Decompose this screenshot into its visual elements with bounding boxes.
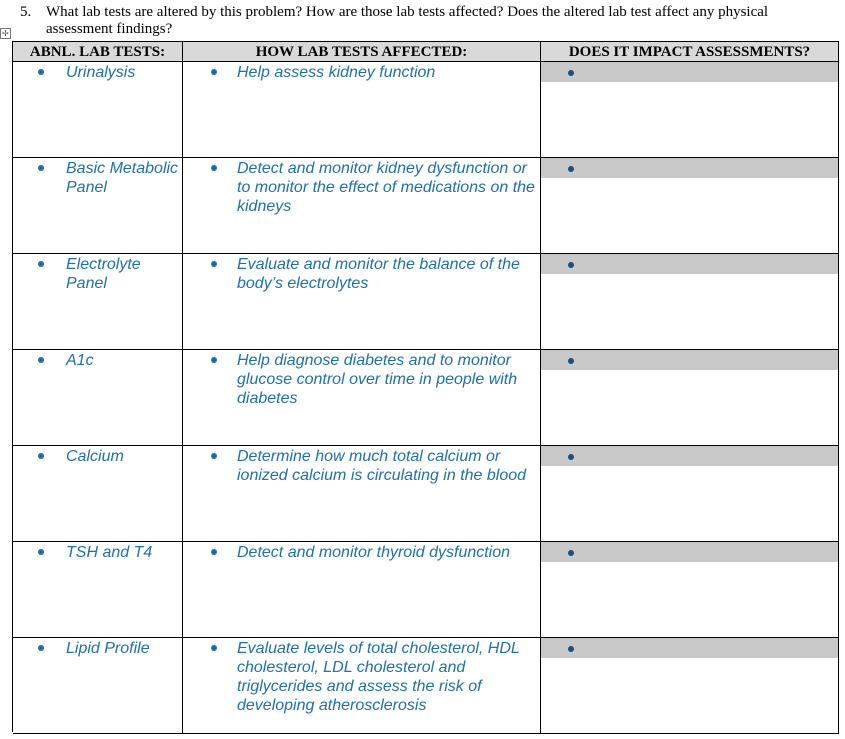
- bullet-icon: [38, 261, 44, 267]
- impact-cell[interactable]: [541, 542, 839, 638]
- bullet-icon: [568, 358, 574, 364]
- header-how-affected: HOW LAB TESTS AFFECTED:: [183, 42, 541, 62]
- table-row: [13, 158, 839, 254]
- question-number: 5.: [20, 4, 32, 20]
- bullet-icon: [568, 550, 574, 556]
- form-field-shading[interactable]: [541, 542, 838, 562]
- header-abnl-lab-tests: ABNL. LAB TESTS:: [13, 42, 183, 62]
- test-name: Basic Metabolic Panel: [66, 160, 179, 196]
- effect-text: Detect and monitor kidney dysfunction or to monitor the effect of medications on the kidneys: [237, 160, 535, 215]
- test-name: Lipid Profile: [66, 640, 150, 657]
- effect-cell[interactable]: [183, 350, 541, 446]
- bullet-icon: [568, 262, 574, 268]
- effect-text: Detect and monitor thyroid dysfunction: [237, 544, 511, 561]
- test-cell[interactable]: [13, 638, 183, 734]
- header-impact-assessments: DOES IT IMPACT ASSESSMENTS?: [541, 42, 839, 62]
- form-field-shading[interactable]: [541, 158, 838, 178]
- effect-cell[interactable]: [183, 62, 541, 158]
- bullet-icon: [38, 69, 44, 75]
- form-field-shading[interactable]: [541, 446, 838, 466]
- bullet-icon: [211, 645, 217, 651]
- impact-cell[interactable]: [541, 62, 839, 158]
- test-name: Calcium: [66, 448, 124, 465]
- effect-cell[interactable]: [183, 446, 541, 542]
- effect-cell[interactable]: [183, 158, 541, 254]
- bullet-icon: [211, 453, 217, 459]
- bullet-icon: [568, 166, 574, 172]
- impact-cell[interactable]: [541, 350, 839, 446]
- table-row: [13, 542, 839, 638]
- test-name: A1c: [66, 352, 94, 369]
- table-header-row: [13, 42, 839, 62]
- table-row: [13, 446, 839, 542]
- form-field-shading[interactable]: [541, 62, 838, 82]
- form-field-shading[interactable]: [541, 638, 838, 658]
- bullet-icon: [38, 645, 44, 651]
- effect-text: Help diagnose diabetes and to monitor glucose control over time in people with diabetes: [237, 352, 518, 407]
- form-field-shading[interactable]: [541, 350, 838, 370]
- impact-cell[interactable]: [541, 638, 839, 734]
- test-cell[interactable]: [13, 158, 183, 254]
- bullet-icon: [211, 165, 217, 171]
- bullet-icon: [211, 261, 217, 267]
- bullet-icon: [38, 549, 44, 555]
- test-cell[interactable]: [13, 542, 183, 638]
- impact-cell[interactable]: [541, 158, 839, 254]
- test-cell[interactable]: [13, 254, 183, 350]
- test-name: TSH and T4: [66, 544, 153, 561]
- effect-text: Help assess kidney function: [237, 64, 436, 81]
- bullet-icon: [211, 357, 217, 363]
- effect-text: Evaluate and monitor the balance of the body’s electrolytes: [237, 256, 520, 292]
- question-text: What lab tests are altered by this problem? How are those lab tests affected? Does the altered lab test affect any physical assessment findings?: [46, 4, 769, 37]
- bullet-icon: [38, 357, 44, 363]
- effect-text: Evaluate levels of total cholesterol, HDL cholesterol, LDL cholesterol and triglycerides and assess the risk of developing atherosclerosis: [237, 640, 520, 714]
- table-row: [13, 638, 839, 734]
- effect-cell[interactable]: [183, 638, 541, 734]
- table-row: [13, 62, 839, 158]
- impact-cell[interactable]: [541, 446, 839, 542]
- impact-cell[interactable]: [541, 254, 839, 350]
- bullet-icon: [568, 70, 574, 76]
- effect-text: Determine how much total calcium or ionized calcium is circulating in the blood: [237, 448, 527, 484]
- test-cell[interactable]: [13, 62, 183, 158]
- table-row: [13, 350, 839, 446]
- bullet-icon: [211, 69, 217, 75]
- table-move-handle-icon[interactable]: ✢: [0, 28, 11, 39]
- effect-cell[interactable]: [183, 254, 541, 350]
- form-field-shading[interactable]: [541, 254, 838, 274]
- bullet-icon: [568, 454, 574, 460]
- effect-cell[interactable]: [183, 542, 541, 638]
- test-name: Electrolyte Panel: [66, 256, 141, 292]
- table-row: [13, 254, 839, 350]
- lab-tests-table: [12, 41, 839, 732]
- bullet-icon: [38, 165, 44, 171]
- bullet-icon: [211, 549, 217, 555]
- test-cell[interactable]: [13, 446, 183, 542]
- bullet-icon: [38, 453, 44, 459]
- test-cell[interactable]: [13, 350, 183, 446]
- test-name: Urinalysis: [66, 64, 136, 81]
- bullet-icon: [568, 646, 574, 652]
